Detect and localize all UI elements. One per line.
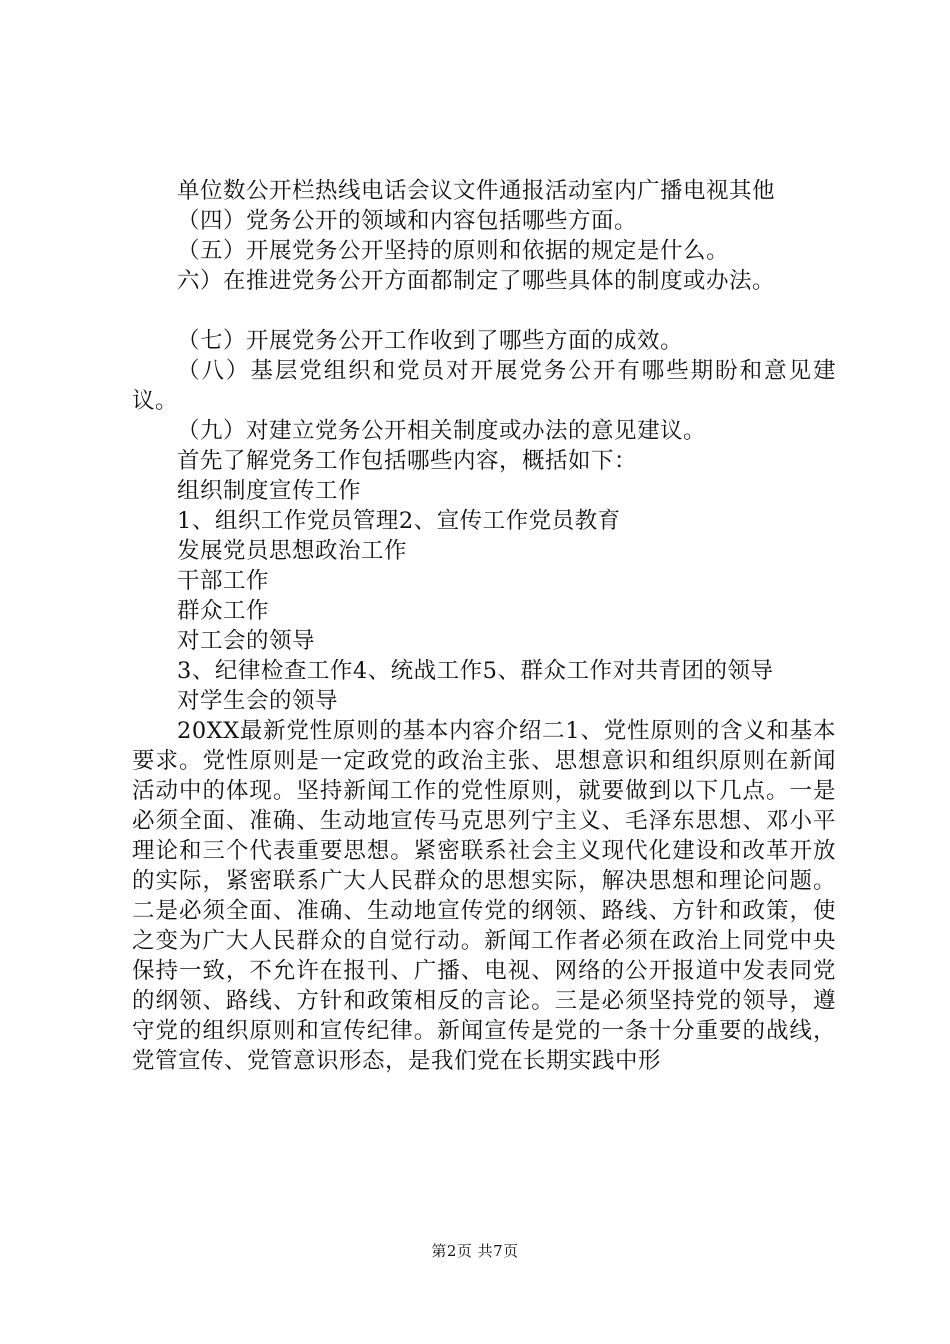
paragraph-mass-work: 群众工作 bbox=[177, 598, 270, 624]
paragraph-student-union: 对学生会的领导 bbox=[177, 688, 339, 714]
paragraph-work-items-3-5: 3、纪律检查工作4、统战工作5、群众工作对共青团的领导 bbox=[177, 658, 774, 684]
page-number-footer: 第2页 共7页 bbox=[431, 1242, 519, 1260]
paragraph-party-development: 发展党员思想政治工作 bbox=[177, 538, 408, 564]
paragraph-cadre-work: 干部工作 bbox=[177, 568, 270, 594]
paragraph-question-8: （八）基层党组织和党员对开展党务公开有哪些期盼和意见建议。 bbox=[132, 358, 836, 414]
paragraph-question-7: （七）开展党务公开工作收到了哪些方面的成效。 bbox=[177, 328, 684, 354]
paragraph-work-items-1-2: 1、组织工作党员管理2、宣传工作党员教育 bbox=[177, 508, 621, 534]
paragraph-summary-intro: 首先了解党务工作包括哪些内容，概括如下： bbox=[177, 448, 638, 474]
paragraph-question-6: 六）在推进党务公开方面都制定了哪些具体的制度或办法。 bbox=[177, 268, 776, 294]
paragraph-union-leadership: 对工会的领导 bbox=[177, 628, 316, 654]
paragraph-question-5: （五）开展党务公开坚持的原则和依据的规定是什么。 bbox=[177, 238, 730, 264]
paragraph-channels: 单位数公开栏热线电话会议文件通报活动室内广播电视其他 bbox=[177, 178, 776, 204]
paragraph-question-4: （四）党务公开的领域和内容包括哪些方面。 bbox=[177, 208, 638, 234]
paragraph-work-heading: 组织制度宣传工作 bbox=[177, 478, 362, 504]
document-body bbox=[132, 176, 836, 1076]
paragraph-question-9: （九）对建立党务公开相关制度或办法的意见建议。 bbox=[177, 418, 707, 444]
paragraph-party-principle: 20XX最新党性原则的基本内容介绍二1、党性原则的含义和基本要求。党性原则是一定政党的政治主张、思想意识和组织原则在新闻活动中的体现。坚持新闻工作的党性原则，就要做到以下几点。一是必须全面、准确、生动地宣传马克思列宁主义、毛泽东思想、邓小平理论和三个代表重要思想。紧密联系社会主义现代化建设和改革开放的实际，紧密联系广大人民群众的思想实际，解决思想和理论问题。二是必须全面、准确、生动地宣传党的纲领、路线、方针和政策，使之变为广大人民群众的自觉行动。新闻工作者必须在政治上同党中央保持一致，不允许在报刊、广播、电视、网络的公开报道中发表同党的纲领、路线、方针和政策相反的言论。三是必须坚持党的领导，遵守党的组织原则和宣传纪律。新闻宣传是党的一条十分重要的战线，党管宣传、党管意识形态，是我们党在长期实践中形 bbox=[132, 718, 836, 1074]
